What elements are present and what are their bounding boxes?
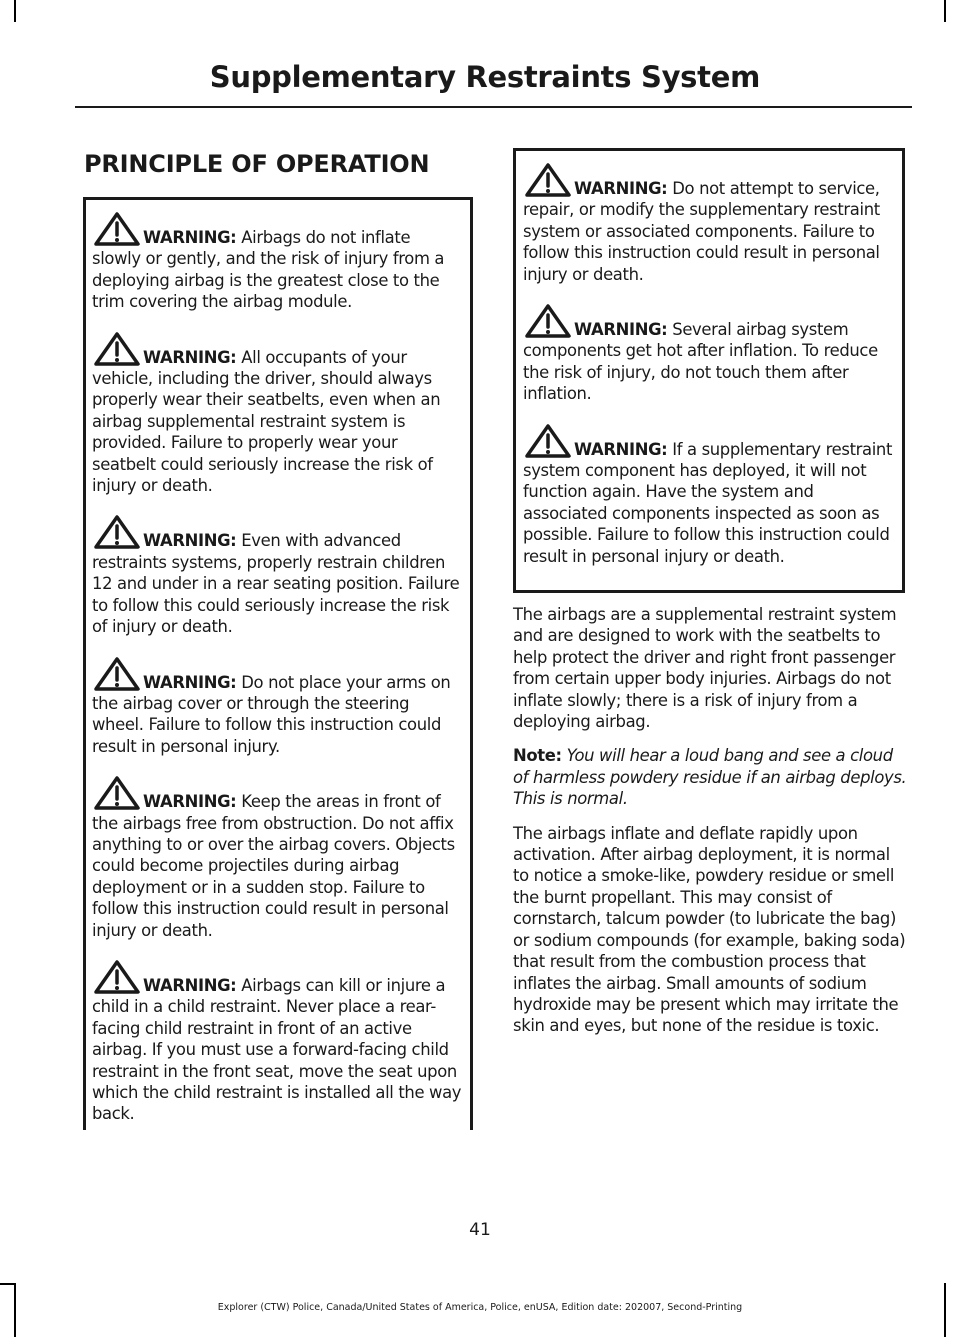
page-header-title: Supplementary Restraints System <box>209 60 760 94</box>
warning-item <box>92 960 462 1125</box>
warning-label: WARNING: <box>143 672 237 692</box>
warning-label: WARNING: <box>143 531 237 551</box>
warning-triangle-icon <box>94 960 140 994</box>
warning-triangle-icon <box>525 424 571 458</box>
warning-triangle-icon <box>94 332 140 366</box>
crop-mark-top-left <box>14 0 16 22</box>
body-text-column <box>513 604 909 1050</box>
body-paragraph-deployment: The airbags inflate and deflate rapidly upon activation. After airbag deployment, it is normal to notice a smoke-like, powdery residue or smell the burnt propellant. This may consist of cornstarch, talcum powder (to lubricate the bag) or sodium compounds (for example, baking soda) that result from the combustion process that inflates the airbag. Small amounts of sodium hydroxide may be present which may irritate the skin and eyes, but none of the residue is toxic. <box>513 823 906 1036</box>
warning-text: Airbags can kill or injure a child in a child restraint. Never place a rear-facing child restraint in front of an active airbag. If you must use a forward-facing child restraint in the front seat, move the seat upon which the child restraint is installed all the way back. <box>92 975 462 1124</box>
note-label: Note: <box>513 746 562 766</box>
warning-text: Do not attempt to service, repair, or modify the supplementary restraint system or associated components. Failure to follow this instruction could result in personal injury or death. <box>523 179 880 284</box>
warning-label: WARNING: <box>143 975 237 995</box>
warning-triangle-icon <box>94 515 140 549</box>
warnings-box-left <box>83 197 473 1130</box>
crop-mark-top-right <box>944 0 946 22</box>
warning-triangle-icon <box>94 657 140 691</box>
section-title: PRINCIPLE OF OPERATION <box>84 150 430 178</box>
warning-item <box>92 332 462 497</box>
warning-text: Even with advanced restraints systems, properly restrain children 12 and under in a rear seating position. Failure to follow this could seriously increase the risk of injury or death. <box>92 531 460 637</box>
warning-triangle-icon <box>94 212 140 246</box>
warnings-list-left <box>92 212 462 1125</box>
warning-item <box>92 212 462 313</box>
warning-label: WARNING: <box>574 320 668 340</box>
crop-mark-bottom-left-h <box>0 1283 16 1285</box>
warning-item <box>92 776 462 941</box>
warning-text: Several airbag system components get hot after inflation. To reduce the risk of injury, do not touch them after inflation. <box>523 320 878 404</box>
warning-label: WARNING: <box>574 439 668 459</box>
warning-label: WARNING: <box>143 228 237 247</box>
note-paragraph <box>513 745 909 809</box>
warnings-list-right <box>523 163 895 567</box>
note-text: You will hear a loud bang and see a cloud of harmless powdery residue if an airbag deploys. This is normal. <box>513 746 907 809</box>
warning-triangle-icon <box>94 776 140 810</box>
warning-label: WARNING: <box>143 347 237 367</box>
warning-text: Airbags do not inflate slowly or gently, and the risk of injury from a deploying airbag is the greatest close to the trim covering the airbag module. <box>92 228 445 312</box>
warning-label: WARNING: <box>143 792 237 812</box>
warning-item <box>523 304 895 405</box>
warning-triangle-icon <box>525 163 571 197</box>
warnings-box-right <box>513 148 905 593</box>
warning-text: If a supplementary restraint system component has deployed, it will not function again. Have the system and associated components inspected as soon as possible. Failure to follow this instruction could result in personal injury or death. <box>523 439 893 566</box>
warning-item <box>523 163 895 285</box>
body-paragraph-intro: The airbags are a supplemental restraint system and are designed to work with the seatbelts to help protect the driver and right front passenger from certain upper body injuries. Airbags do not inflate slowly; there is a risk of injury from a deploying airbag. <box>513 605 897 732</box>
warning-item <box>523 424 895 567</box>
warning-text: Keep the areas in front of the airbags free from obstruction. Do not affix anything to or over the airbag covers. Objects could become projectiles during airbag deployment or in a sudden stop. Failure to follow this instruction could result in personal injury or death. <box>92 792 455 940</box>
warning-text: Do not place your arms on the airbag cover or through the steering wheel. Failure to follow this instruction could result in personal injury. <box>92 672 451 756</box>
warning-triangle-icon <box>525 304 571 338</box>
page-footer: Explorer (CTW) Police, Canada/United States of America, Police, enUSA, Edition date: 202007, Second-Printing <box>217 1302 743 1313</box>
warning-item <box>92 657 462 758</box>
page-number: 41 <box>469 1220 491 1240</box>
warning-text: All occupants of your vehicle, including the driver, should always properly wear their seatbelts, even when an airbag supplemental restraint system is provided. Failure to properly wear your seatbelt could seriously increase the risk of injury or death. <box>92 347 441 496</box>
warning-label: WARNING: <box>574 179 668 198</box>
warning-item <box>92 515 462 637</box>
header-rule <box>75 106 912 108</box>
